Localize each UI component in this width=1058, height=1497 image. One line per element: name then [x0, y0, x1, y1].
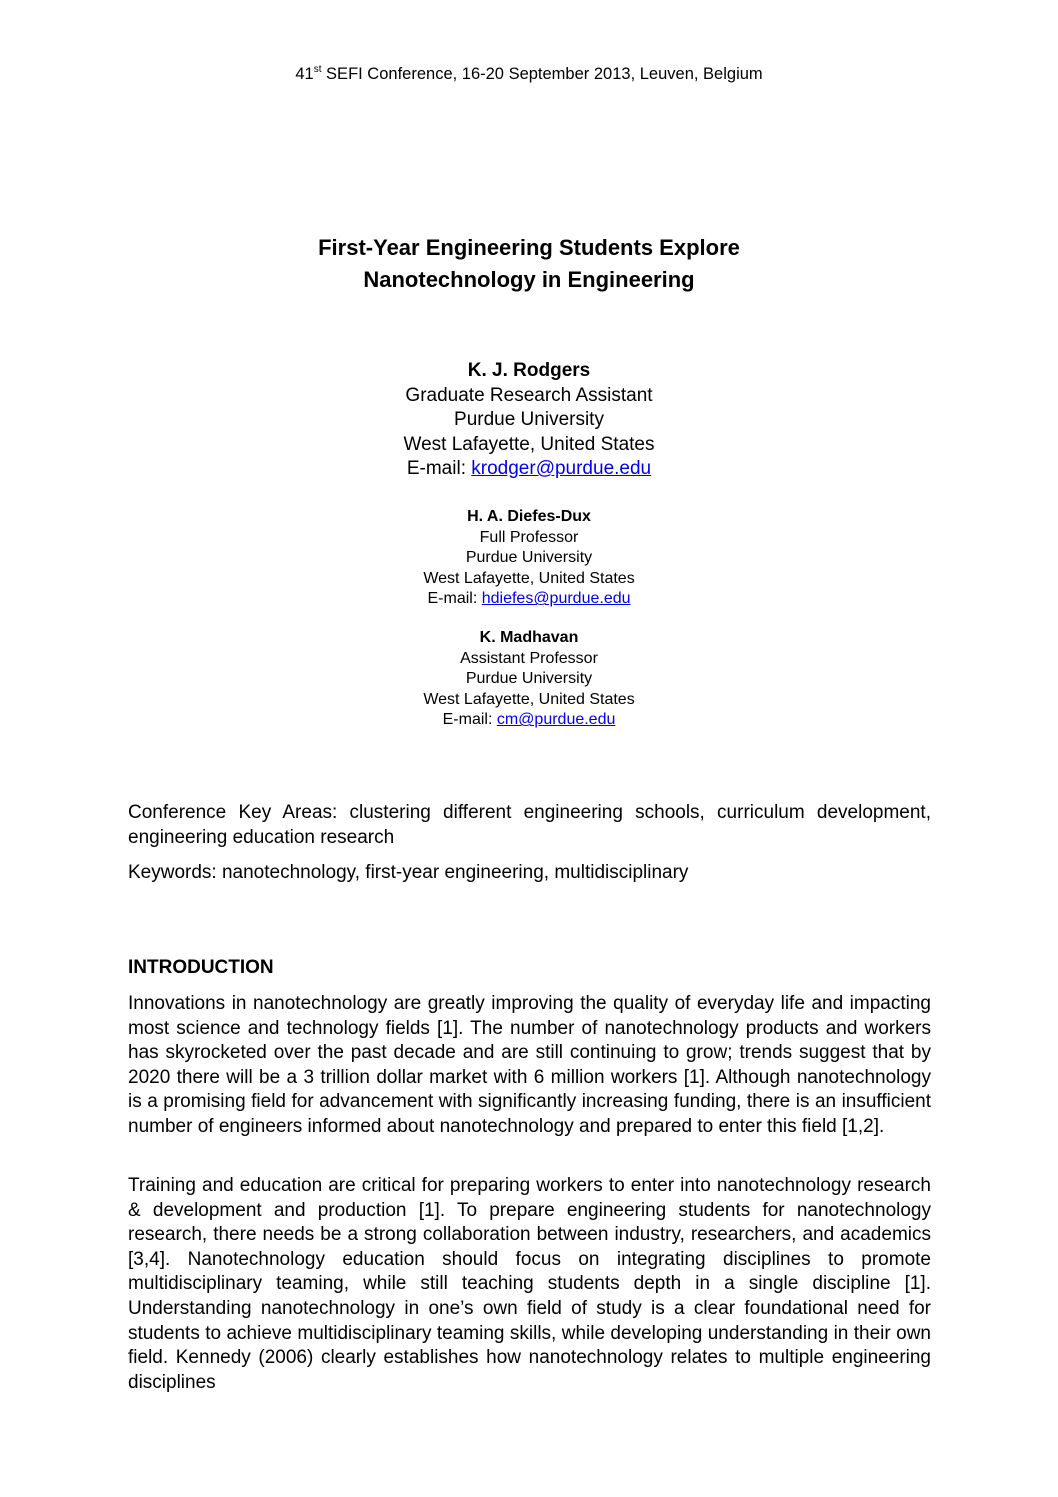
author-position: Full Professor: [479, 528, 579, 546]
author-email-line: [0, 457, 1058, 482]
email-link[interactable]: cm@purdue.edu: [496, 711, 616, 729]
author-email-line: [0, 710, 1058, 731]
author-name: K. J. Rodgers: [467, 360, 591, 381]
keywords: Keywords: nanotechnology, first-year engineering, multidisciplinary: [128, 862, 689, 883]
body-paragraph: Innovations in nanotechnology are greatly improving the quality of everyday life and impacting most science and technology fields [1]. The number of nanotechnology products and workers has skyrocketed over the past decade and are still continuing to grow; trends suggest that by 2020 there will be a 3 trillion dollar market with 6 million workers [1]. Although nanotechnology is a promising field for advancement with significantly increasing funding, there is an insufficient number of engineers informed about nanotechnology and prepared to enter this field [1,2].: [128, 993, 931, 1137]
header-text: SEFI Conference, 16-20 September 2013, Leuven, Belgium: [321, 65, 763, 83]
author-location: West Lafayette, United States: [423, 569, 635, 587]
paper-title: [0, 232, 1058, 296]
author-name: H. A. Diefes-Dux: [467, 508, 591, 525]
author-block-1: [0, 359, 1058, 482]
email-label: E-mail:: [427, 590, 482, 608]
header-ordinal: 41: [295, 65, 314, 83]
email-link[interactable]: krodger@purdue.edu: [471, 458, 652, 479]
email-label: E-mail:: [442, 711, 497, 729]
running-header: [0, 64, 1058, 84]
conference-key-areas: Conference Key Areas: clustering different engineering schools, curriculum development, engineering education research: [128, 802, 931, 848]
author-email-line: [0, 589, 1058, 610]
author-name: K. Madhavan: [479, 629, 579, 646]
author-affiliation: Purdue University: [454, 409, 604, 430]
email-link[interactable]: hdiefes@purdue.edu: [481, 590, 631, 608]
header-ordinal-suffix: st: [313, 64, 322, 75]
author-affiliation: Purdue University: [465, 670, 593, 688]
title-line-1: First-Year Engineering Students Explore: [318, 235, 740, 260]
author-block-2: [0, 507, 1058, 610]
author-location: West Lafayette, United States: [403, 433, 655, 455]
author-position: Assistant Professor: [460, 649, 598, 667]
author-affiliation: Purdue University: [465, 549, 593, 567]
author-location: West Lafayette, United States: [423, 690, 635, 708]
email-label: E-mail:: [406, 458, 472, 479]
author-block-3: [0, 628, 1058, 731]
author-position: Graduate Research Assistant: [405, 384, 653, 406]
body-paragraph: Training and education are critical for preparing workers to enter into nanotechnology research & development and production [1]. To prepare engineering students for nanotechnology research, there needs be a strong collaboration between industry, researchers, and academics [3,4]. Nanotechnology education should focus on integrating disciplines to promote multidisciplinary teaming, while still teaching students depth in a single discipline [1]. Understanding nanotechnology in one’s own field of study is a clear foundational need for students to achieve multidisciplinary teaming skills, while developing understanding in their own field. Kennedy (2006) clearly establishes how nanotechnology relates to multiple engineering disciplines: [128, 1175, 931, 1393]
title-line-2: Nanotechnology in Engineering: [363, 267, 695, 292]
section-heading: INTRODUCTION: [128, 957, 274, 978]
